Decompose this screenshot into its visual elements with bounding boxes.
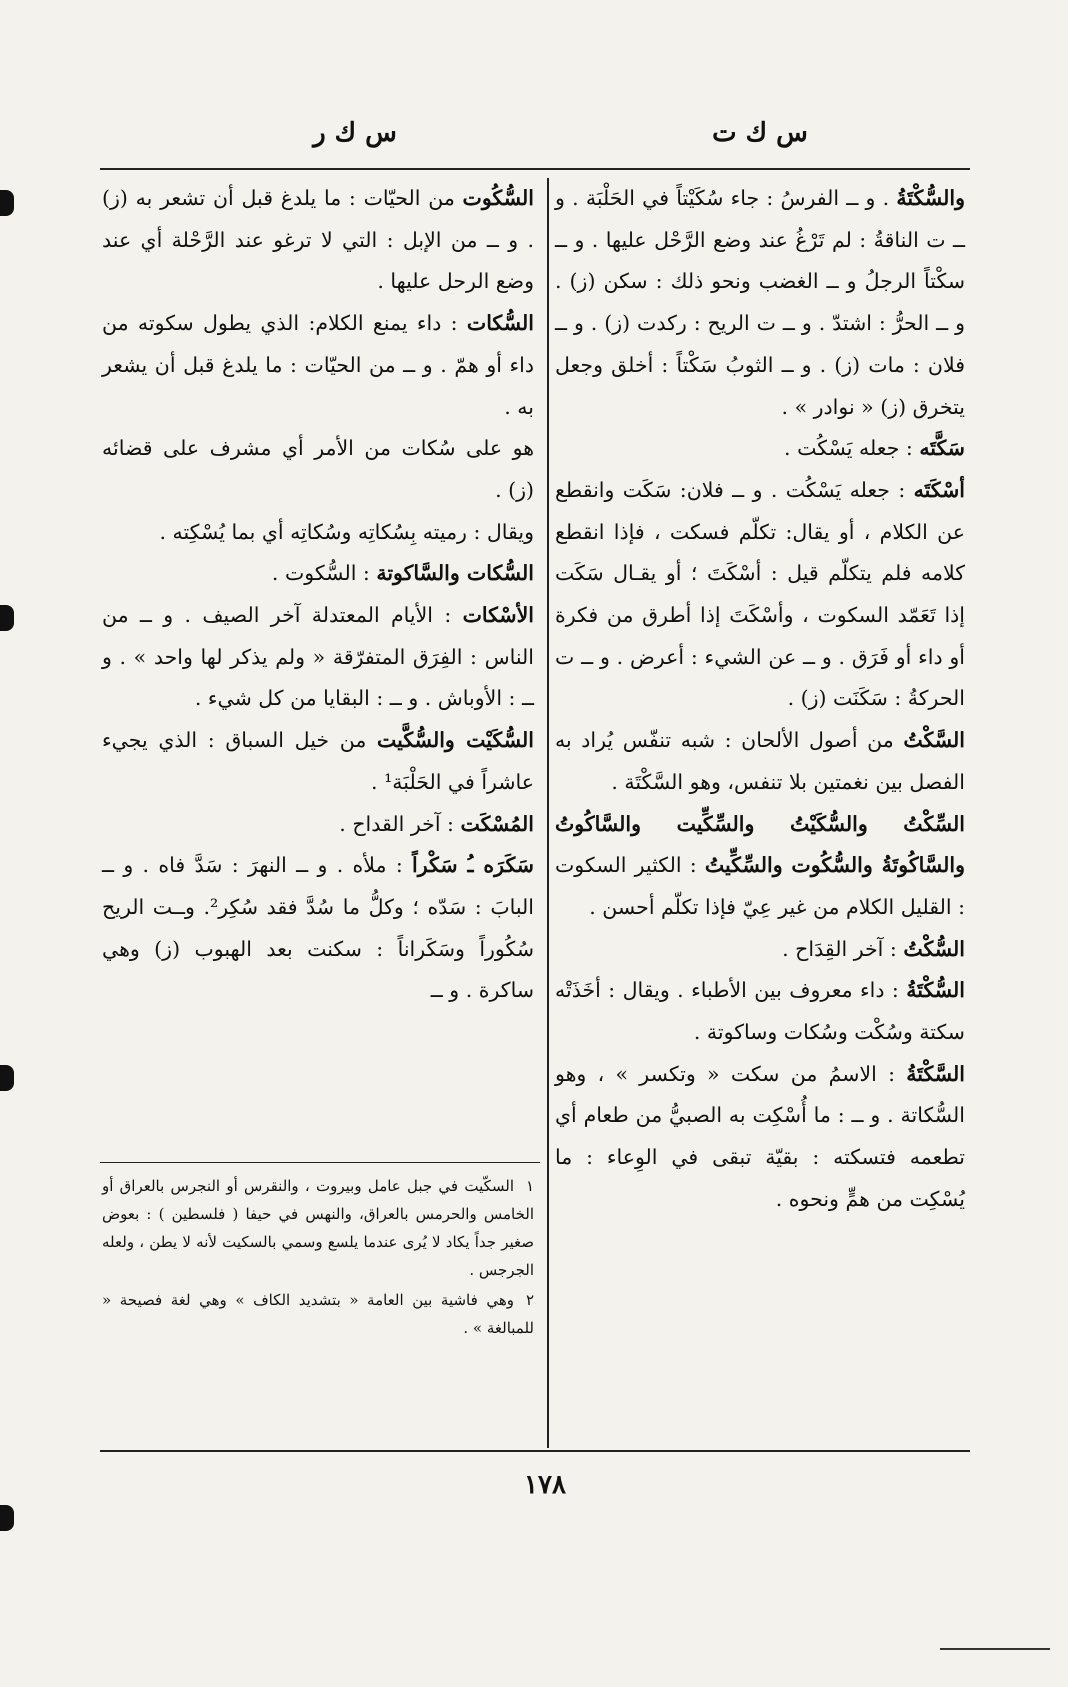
column-divider (547, 178, 549, 1448)
binding-mark (0, 1065, 14, 1091)
left-column (102, 178, 534, 1012)
binding-mark (0, 1505, 14, 1531)
entry: سَكَرَه ـُ سَكْراً : ملأه . و ــ النهرَ : سَدَّ فاه . و ــ البابَ : سَدّه ؛ وكلُّ ما سُدَّ فقد سُكِر². وــت الريح سُكُوراً وسَكَراناً : سكنت بعد الهبوب (ز) وهي ساكرة . و ــ (102, 853, 534, 1003)
entry: السُّكْتَةُ : داء معروف بين الأطباء . ويقال : أخَذَتْه سكتة وسُكْت وسُكات وساكوتة . (555, 978, 965, 1045)
binding-mark (0, 605, 14, 631)
entry: الأسْكات : الأيام المعتدلة آخر الصيف . و ــ من الناس : الفِرَق المتفرّقة « ولم يذكر لها واحد » . و ــ : الأوباش . و ــ : البقايا من كل شيء . (102, 603, 534, 711)
entry: السُّكات والسَّاكوتة : السُّكوت . (271, 561, 534, 586)
top-rule (100, 168, 970, 170)
entry: السِّكْتُ والسُّكَيْتُ والسِّكِّيت والسَّاكُوتُ والسَّاكُوتَةُ والسُّكُوت والسِّكِّيتُ : الكثير السكوت : القليل الكلام من غير عِيّ فإذا تكلّم أحسن . (555, 811, 965, 919)
entry: أسْكَتَه : جعله يَسْكُت . و ــ فلان: سَكَت وانقطع عن الكلام ، أو يقال: تكلّم فسكت ، فإذا انقطع كلامه فلم يتكلّم قيل : أسْكَتَ ؛ أو يقـال سَكَت إذا تَعَمّد السكوت ، وأسْكَتَ إذا أطرق من فكرة أو داء أو فَرَق . و ــ عن الشيء : أعرض . و ــ ت الحركةُ : سَكَنَت (ز) . (555, 477, 965, 711)
entry: والسُّكْتَةُ . و ــ الفرسُ : جاء سُكَيْتاً في الحَلْبَة . و ــ ت الناقةُ : لم تَرْغُ عند وضع الرَّحْل عليها . و ــ سكْتاً الرجلُ و ــ الغضب ونحو ذلك : سكن (ز) . و ــ الحرُّ : اشتدّ . و ــ ت الريح : ركدت (ز) . و ــ فلان : مات (ز) . و ــ الثوبُ سَكْتاً : أخلق وجعل يتخرق (ز) « نوادر » . (555, 186, 965, 419)
entry: السَّكْتَةُ : الاسمُ من سكت « وتكسر » ، وهو السُّكاتة . و ــ : ما أُسْكِت به الصبيُّ من طعام أي تطعمه فتسكته : بقيّة تبقى في الوِعاء : ما يُسْكِت من همٍّ ونحوه . (555, 1061, 965, 1211)
entry: ويقال : رميته بِسُكاتِه وسُكاتِه أي بما يُسْكِته . (159, 519, 534, 544)
running-head-left: س ك ر (313, 118, 397, 148)
entry: السُّكَيْت والسُّكَّيت من خيل السباق : الذي يجيء عاشراً في الحَلْبَة¹ . (102, 728, 534, 794)
entry: هو على سُكات من الأمر أي مشرف على قضائه (ز) . (102, 436, 534, 502)
footnote: ٢وهي فاشية بين العامة « بتشديد الكاف » وهي لغة فصيحة « للمبالغة » . (102, 1291, 534, 1337)
bottom-rule (100, 1450, 970, 1452)
page-number: ١٧٨ (524, 1470, 566, 1500)
footnote: ١السكّيت في جبل عامل وبيروت ، والنقرس أو النجرس بالعراق أو الخامس والحرمس بالعراق، والنهس في حيفا ( فلسطين ) : بعوض صغير جداً يكاد لا يُرى عندما يلسع وسمي بالسكيت لأنه لا يطن ، ولعله الجرجس . (102, 1177, 534, 1279)
running-head-right: س ك ت (712, 118, 808, 148)
footnote-divider (100, 1162, 540, 1163)
right-column (555, 178, 965, 1221)
binding-mark (0, 190, 14, 216)
margin-rule (940, 1648, 1050, 1650)
entry: السُّكْتُ : آخر القِدَاح . (782, 936, 965, 961)
entry: السُّكُوت من الحيّات : ما يلدغ قبل أن تشعر به (ز) . و ــ من الإبل : التي لا ترغو عند الرَّحْلة أي عند وضع الرحل عليها . (102, 186, 534, 294)
footnotes (102, 1172, 534, 1344)
entry: السَّكْتُ من أصول الألحان : شبه تنفّس يُراد به الفصل بين نغمتين بلا تنفس، وهو السَّكْتَة . (555, 728, 965, 794)
entry: المُسْكَت : آخر القداح . (339, 811, 534, 836)
entry: سَكَّتَه : جعله يَسْكُت . (784, 436, 965, 461)
entry: السُّكات : داء يمنع الكلام: الذي يطول سكوته من داء أو همّ . و ــ من الحيّات : ما يلدغ قبل أن يشعر به . (102, 311, 534, 419)
